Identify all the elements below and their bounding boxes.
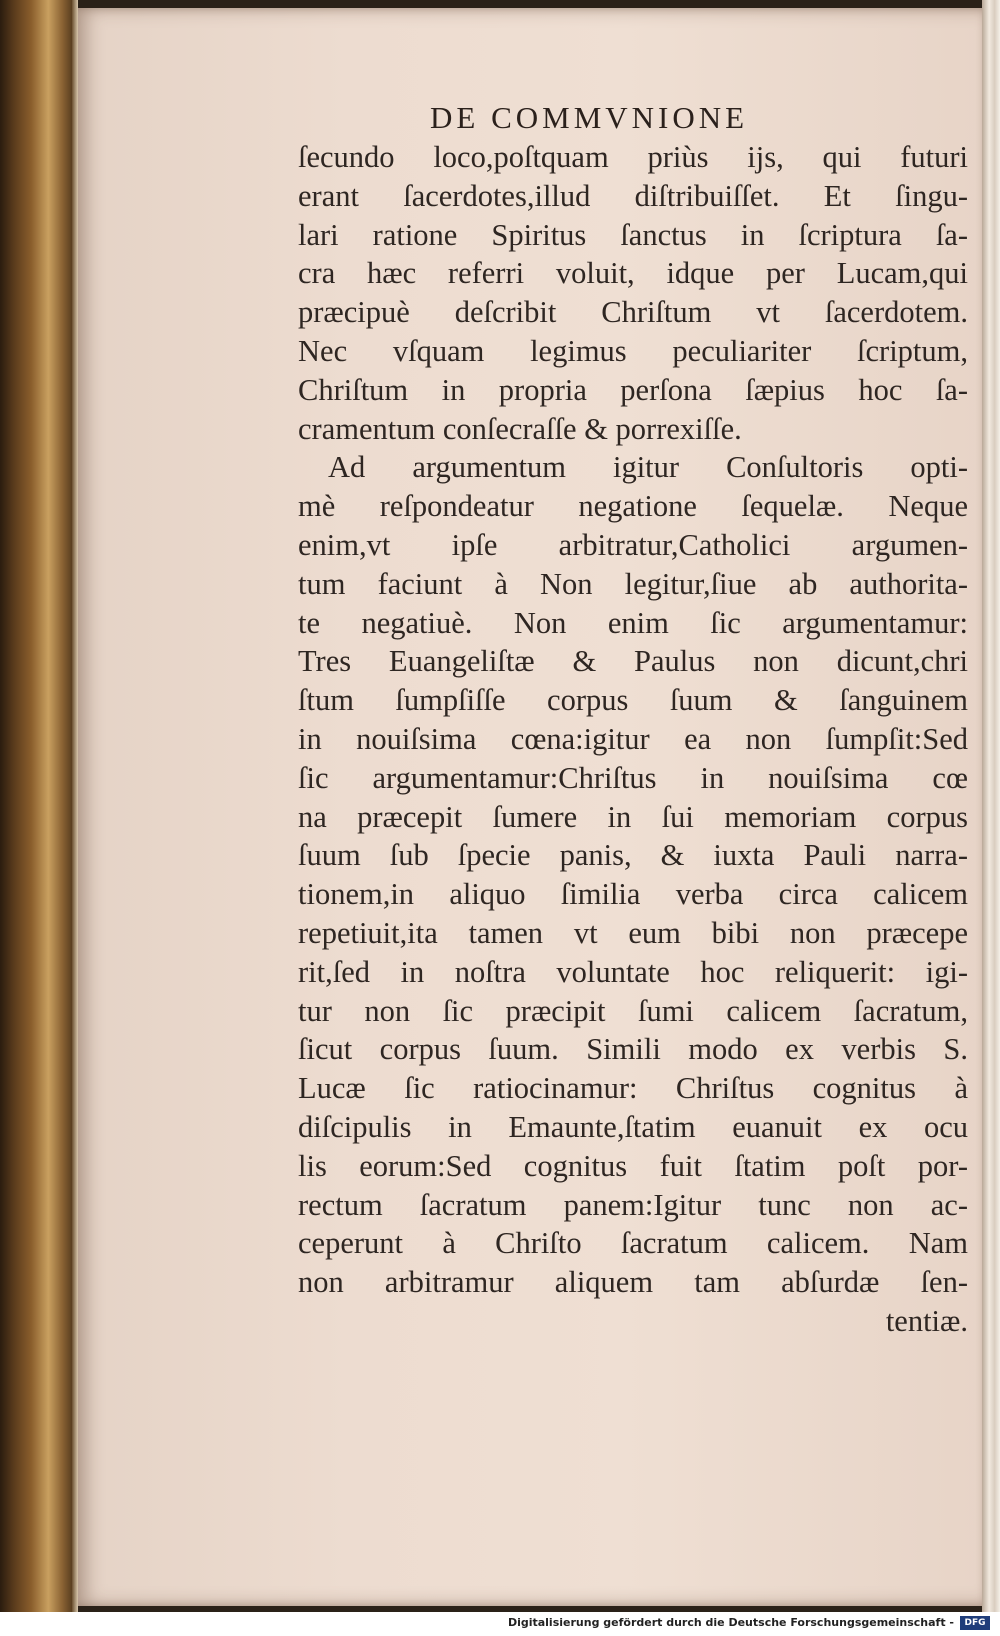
text-line: ſic argumentamur:Chriſtus in nouiſsima cœ [298, 760, 968, 795]
text-line: rit,ſed in noſtra voluntate hoc reliquerit: igi- [298, 954, 968, 989]
text-line: erant ſacerdotes,illud diſtribuiſſet. Et ſingu- [298, 178, 968, 213]
text-line: ceperunt à Chriſto ſacratum calicem. Nam [298, 1226, 968, 1261]
text-line: Nec vſquam legimus peculiariter ſcriptum, [298, 333, 968, 368]
text-line: in nouiſsima cœna:igitur ea non ſumpſit:Sed [298, 721, 968, 756]
text-line: lis eorum:Sed cognitus fuit ſtatim poſt por- [298, 1148, 968, 1183]
page-edge [982, 0, 1000, 1612]
text-line: ſecundo loco,poſtquam priùs ijs, qui futuri [298, 140, 968, 174]
book-binding [0, 0, 78, 1612]
text-line: ſicut corpus ſuum. Simili modo ex verbis S. [298, 1032, 968, 1067]
text-line: mè reſpondeatur negatione ſequelæ. Neque [298, 489, 968, 524]
dfg-logo: DFG [960, 1616, 990, 1630]
text-line: præcipuè deſcribit Chriſtum vt ſacerdotem. [298, 295, 968, 330]
text-line: Ad argumentum igitur Conſultoris opti- [328, 450, 968, 485]
text-line: tionem,in aliquo ſimilia verba circa calicem [298, 877, 968, 912]
text-line: ſtum ſumpſiſſe corpus ſuum & ſanguinem [298, 683, 968, 718]
body-text [298, 138, 968, 1341]
text-line: non arbitramur aliquem tam abſurdæ ſen- [298, 1265, 968, 1300]
text-line: lari ratione Spiritus ſanctus in ſcriptura ſa- [298, 217, 968, 252]
text-line: Chriſtum in propria perſona ſæpius hoc ſa- [298, 372, 968, 407]
text-line: enim,vt ipſe arbitratur,Catholici argumen- [298, 527, 968, 562]
catchword: tentiæ. [885, 1303, 968, 1338]
text-line: cramentum conſecraſſe & porrexiſſe. [298, 411, 742, 446]
text-line: tur non ſic præcipit ſumi calicem ſacratum, [298, 993, 968, 1028]
text-line: tum faciunt à Non legitur,ſiue ab authorita- [298, 566, 968, 601]
text-line: cra hæc referri voluit, idque per Lucam,qui [298, 256, 968, 291]
text-line: ſuum ſub ſpecie panis, & iuxta Pauli narra- [298, 838, 968, 873]
footer-bar [0, 1612, 1000, 1636]
text-line: na præcepit ſumere in ſui memoriam corpus [298, 799, 968, 834]
text-line: Lucæ ſic ratiocinamur: Chriſtus cognitus à [298, 1071, 968, 1106]
text-line: rectum ſacratum panem:Igitur tunc non ac- [298, 1187, 968, 1222]
text-line: repetiuit,ita tamen vt eum bibi non præcepe [298, 915, 968, 950]
text-line: diſcipulis in Emaunte,ſtatim euanuit ex ocu [298, 1109, 968, 1144]
text-line: Tres Euangeliſtæ & Paulus non dicunt,chri [298, 644, 968, 679]
running-head: DE COMMVNIONE [430, 100, 749, 135]
funding-credit: Digitalisierung gefördert durch die Deutsche Forschungsgemeinschaft - [507, 1616, 954, 1629]
text-line: te negatiuè. Non enim ſic argumentamur: [298, 605, 968, 640]
